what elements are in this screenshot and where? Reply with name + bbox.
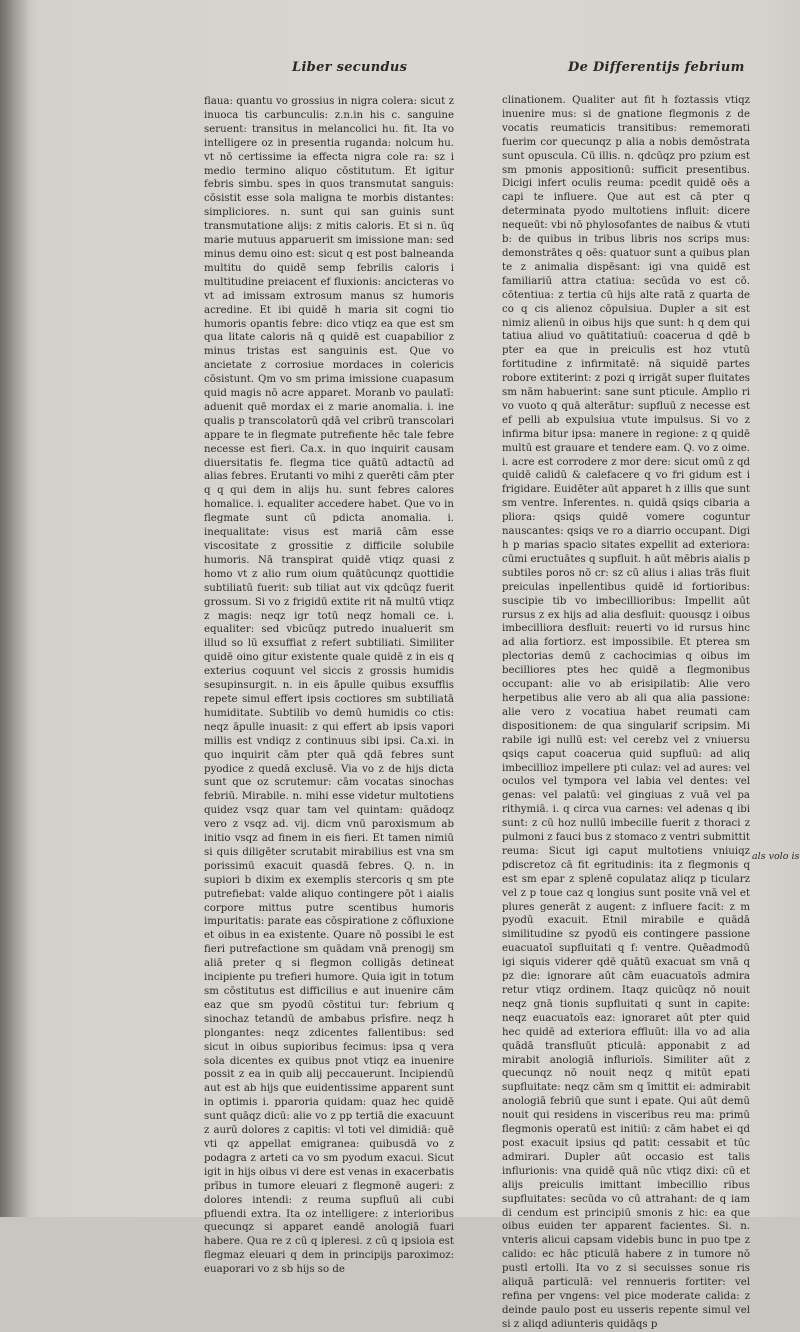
left-column-text (204, 95, 454, 1276)
gutter-shadow (0, 0, 30, 1217)
running-head-right: De Differentijs febrium (568, 60, 745, 75)
running-head-left: Liber secundus (292, 60, 408, 75)
right-column-body: clinationem. Qualiter aut fit h foztassis vtiqz inuenire mus: si de gnatione flegmonis z de vocatis reumaticis transitibus: rememorati fuerim cor quecunqz p alia a nobis demōstrata sunt opuscula. Cū illis. n. qdcūqz pro pzium est sm pmonis appositionū: sufficit presentibus. Dicigi infert oculis reuma: pcedit quidē oēs a capi te influere. Que aut est cā pter q determinata pyodo multotiens influit: dicere nequeūt: vbi nō phylosofantes de naibus & vtuti b: de quibus in tribus libris nos scrips mus: demonstrātes q oēs: quatuor sunt a quibus plan te z animalia dispēsant: igi vna quidē est familiariū attra ctatiua: secūda vo est cō. cōtentiua: z tertia cū hijs alte ratā z quarta de co q cis alienoz cōpulsiua. Dupler a sit est nimiz alienū in oibus hijs que sunt: h q dem qui tatiua aliud vo quātitatiuū: coacerua d qdē b pter ea que in preiculis est hoz vtutū fortitudine z infirmitatē: nā siquidē partes robore extiterint: z pozi q irrigāt super fluitates sm nām habuerint: sane sunt pticule. Amplio ri vo vuoto q quā alterātur: supfluū z necesse est ef pelli ab expulsiua vtute impulsus. Si vo z infirma bitur ipsa: manere in regione: z q quidē multū est grauare et tendere eam. Q. vo z oime. i. acre est corrodere z mor dere: sicut omū z qd quidē calidū & calefacere q vo fri gidum est i frigidare. Euidēter aūt apparet h z illis que sunt sm ventre. Inferentes. n. quidā qsiqs cibaria a pliora: qsiqs quidē vomere coguntur nauscantes: qsiqs ve ro a diarrio occupant. Digi h p marias spacio sitates expellit ad exteriora: cūmi eructuātes q supfluit. h aūt mēbris aialis p subtiles poros nō cr: sz cū alius i alias trās fluit preiculas inpellentibus quidē id fortioribus: suscipie tib vo imbecillioribus: Impellit aūt rursus z ex hijs ad alia desfluit: quousqz i oibus imbecilliora desfluit: reuerti vo id rursus hinc ad alia fortiorz. est impossibile. Et pterea sm plectorias demū z cachocimias q oibus im becilliores ptes hec quidē a flegmonibus occupant: alie vo ab erisipilatib: Alie vero herpetibus alie vero ab ali qua alia passione: alie vero z vocatiua habet reumati cam dispositionem: de qua singularif scripsim. Mi rabile igi nullū est: vel cerebz vel z vniuersu qsiqs caput coacerua quid supfluū: ad aliq imbecillioz impellere pti culaz: vel ad aures: vel oculos vel tympora vel labia vel dentes: vel genas: vel palatū: vel gingiuas z vuā vel pa rithymiā. i. q circa vua carnes: vel adenas q ibi sunt: z cū hoz nullū imbecille fuerit z thoraci z pulmoni z fauci bus z stomaco z ventri submittit reuma: Sicut igi caput multotiens vniuiqz pdiscretoz cā fit egritudinis: ita z flegmonis q est sm epar z splenē copulataz aliqz p ticularz vel z p toue caz q longius sunt posite vnā vel et plures generāt z augent: z influere facit: z m pyodū exacuit. Etnil mirabile e quādā similitudine sz pyodū eis contingere passione euacuatoī supfluitati q f: ventre. Quēadmodū igi siquis viderer qdē quātū exacuat sm vnā q pz die: ignorare aūt cām euacuatoīs admira retur vtiqz ordinem. Itaqz quicūqz nō nouit neqz gnā tionis supfluitati q sunt in capite: neqz euacuatoīs eaz: ignoraret aūt pter quid hec quidē ad exteriora effluūt: illa vo ad alia quādā transfluūt pticulā: apponabit z ad mirabit anologiā influrioīs. Similiter aūt z quecunqz nō nouit neqz q mitūt epati supfluitate: neqz cām sm q īmittit ei: admirabit anologiā febriū que sunt i epate. Qui aūt demū nouit qui residens in visceribus reu ma: primū flegmonis operatū est initiū: z cām habet ei qd post exacuit ipsius qd patit: cessabit et tūc admirari. Dupler aūt occasio est talis influrionis: vna quidē quā nūc vtiqz dixi: cū et alijs preiculis imittant imbecillio ribus supfluitates: secūda vo cū attrahant: de q iam di cendum est principiū smonis z hic: ea que oibus euiden ter apparent facientes. Si. n. vnteris alicui capsam videbis bunc in puo tpe z calido: ec hāc pticulā habere z in tumore nō pustl ertolli. Ita vo z si secuisses sonue ris aliquā particulā: vel rennueris fortiter: vel refina per vngens: vel pice moderate calida: z deinde paulo post eu usseris repente simul vel si z aliqd adiunteris quidāqs p (502, 95, 751, 1330)
right-column-text (502, 94, 751, 1330)
margin-annotation: als volo is (752, 851, 800, 862)
left-column-body: flaua: quantu vo grossius in nigra colera: sicut z inuoca tis carbunculis: z.n.in his c. sanguine seruent: transitus in melancolici hu. fit. Ita vo intelligere oz in presentia ruganda: nolcum hu. vt nō certissime ia effecta nigra cole ra: sz i medio termino aliquo cōstitutum. Et igitur febris simbu. spes in quos transmutat sanguis: cōsistit esse sola maligna te morbis distantes: simpliciores. n. sunt qui san guinis sunt transmutatione alijs: z mitis caloris. Et si n. ūq marie mutuus apparuerit sm imissione man: sed minus demu oino est: sicut q est post balneanda multitu do quidē semp febrilis caloris i multitudine preiacent ef fluxionis: ancicteras vo vt ad imissam extrosum manus sz humoris acredine. Et ibi quidē h maria sit cogni tio humoris opantis febre: dico vtiqz ea que est sm qua litate caloris nā q quidē est cuapabilior z minus tristas est sanguinis est. Que vo ancietate z corrosiue mordaces in colericis cōsistunt. Qm vo sm prima imissione cuapasum quid magis nō acre apparet. Moranb vo paulatī: aduenit quē mordax ei z marie anomalia. i. ine qualis p transcolatorū qdā vel cribrū transcolari appare te in flegmate putrefiente hēc tale febre necesse est fieri. Ca.x. in quo inquirit causam diuersitatis fe. flegma tice quātū adtactū ad alias febres. Erutanti vo mihi z querēti cām pter q q qui dem in alijs hu. sunt febres calores homalice. i. equaliter accedere habet. Que vo in flegmate sunt cū pdicta anomalia. i. inequalitate: visus est mariā cām esse viscositate z grossitie z difficile solubile humoris. Nā transpirat quidē vtiqz quasi z homo vt z alio rum oium quātūcunqz quottidie subtiliatū fuerit: sub tiliat aut vix qdcūqz fuerit grossum. Si vo z frigidū extite rit nā multū vtiqz z magis: neqz igr totū neqz homali ce. i. equaliter: sed vbicūqz putredo inualuerit sm illud so lū exsuffiat z refert subtiliati. Similiter quidē oino gitur existente quale quidē z in eis q exterius coquunt vel siccis z grossis humidis sesupinsurgit. n. in eis āpulle quibus exsufflis repete simul effert ipsis coctiores sm subtiliatā humiditate. Subtilib vo demū humidis co ctis: neqz āpulle inuasit: z qui effert ab ipsis vapori millis est vndiqz z continuus sibi ipsi. Ca.xi. in quo inquirit cām pter quā qdā febres sunt pyodice z quedā exclusē. Via vo z de hijs dicta sunt que oz scrutemur: cām vocatas sinochas febriū. Mirabile. n. mihi esse videtur multotiens quidez vsqz quar tam vel quintam: quādoqz vero z vsqz ad. vij. dicm vnū paroxismum ab initio vsqz ad finem in eis fieri. Et tamen nimiū si quis diligēter scrutabit mirabilius est vna sm porissimū exacuit quasdā febres. Q. n. in supiori b dixim ex exemplis stercoris q sm pte putrefiebat: valde aliquo contingere pōt i aialis corpore mittus putre scentibus humoris impuritatis: parate eas cōspiratione z cōfluxione et oibus in ea existente. Quare nō possibi le est fieri putrefactione sm quādam vnā prenogij sm aliā preter q si flegmon colligās detineat incipiente pu trefieri humore. Quia igit in totum sm cōstitutus est difficilius e aut inuenire cām eaz que sm pyodū cōstitui tur: febrium q sinochaz tetandū de ambabus prīsfire. neqz h plongantes: neqz zdicentes fallentibus: sed sicut in oibus supioribus fecimus: ipsa q vera sola dicentes ex quibus pnot vtiqz ea inuenire possit z ea in quib alij peccauerunt. Incipiendū aut est ab hijs que euidentissime apparent sunt in optimis i. pparoria quidam: quaz hec quidē sunt quāqz dicū: alie vo z pp tertiā die exacuunt z aurū dolores z capitis: vl toti vel dimidiā: quē vti qz appellat emigranea: quibusdā vo z podagra z arteti ca vo sm pyodum exacui. Sicut igit in hijs oibus vi dere est venas in exacerbatis prībus in tumore eleuari z flegmonē augeri: z dolores intendi: z reuma supfluū ali cubi pfluendi extra. Ita oz intelligere: z interioribus quecunqz si apparet eandē anologiā fuari habere. Qua re z cū q ipleresi. z cū q ipsioia est flegmaz eleuari q dem in principijs paroximoz: euaporari vo z sb hijs so de (204, 96, 454, 1276)
